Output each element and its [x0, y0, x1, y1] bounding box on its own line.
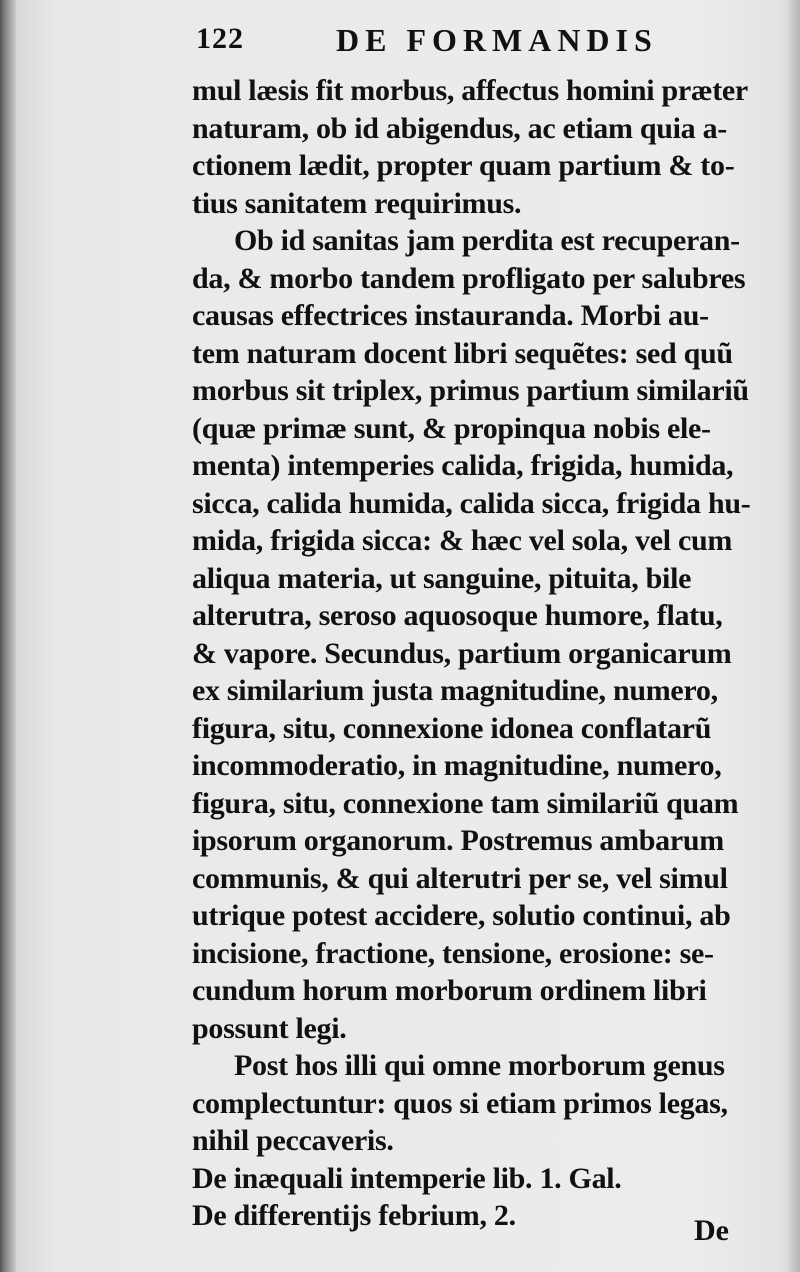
text-line: complectuntur: quos si etiam primos legas, [192, 1086, 728, 1120]
text-line: & vapore. Secundus, partium organicarum [192, 636, 732, 670]
text-line: tius sanitatem requirimus. [192, 186, 522, 220]
text-line: ipsorum organorum. Postremus ambarum [192, 824, 724, 857]
text-line: Ob id sanitas jam perdita est recuperan- [234, 224, 740, 257]
text-line: mida, frigida sicca: & hæc vel sola, vel cum [192, 524, 733, 557]
page-number: 122 [196, 22, 244, 55]
text-line: figura, situ, connexione tam similariũ quam [192, 786, 739, 820]
text-line: utrique potest accidere, solutio continui, ab [192, 899, 731, 932]
text-line: incommoderatio, in magnitudine, numero, [192, 749, 722, 782]
text-line: Post hos illi qui omne morborum genus [234, 1049, 725, 1082]
running-title: DE FORMANDIS [336, 22, 658, 58]
text-line: (quæ primæ sunt, & propinqua nobis ele- [192, 411, 711, 445]
text-line: ex similarium justa magnitudine, numero, [192, 674, 718, 707]
text-line: causas effectrices instauranda. Morbi au- [192, 299, 709, 332]
text-line: morbus sit triplex, primus partium similariũ [192, 374, 749, 407]
text-line: sicca, calida humida, calida sicca, frigida hu- [192, 486, 751, 520]
text-line: mul læsis fit morbus, affectus homini præter [192, 74, 748, 107]
text-line: De inæquali intemperie lib. 1. Gal. [192, 1161, 622, 1195]
text-line: tem naturam docent libri sequẽtes: sed quũ [192, 336, 733, 370]
text-line: da, & morbo tandem profligato per salubres [192, 261, 746, 295]
body-text [192, 72, 774, 1235]
text-line: aliqua materia, ut sanguine, pituita, bile [192, 561, 692, 595]
catchword: De [694, 1214, 729, 1247]
running-head [196, 22, 766, 66]
page-edge [786, 0, 800, 1272]
text-line: alterutra, seroso aquosoque humore, flatu, [192, 599, 723, 632]
text-line: naturam, ob id abigendus, ac etiam quia a- [192, 111, 727, 145]
text-line: ctionem lædit, propter quam partium & to- [192, 149, 735, 182]
page-gutter [0, 0, 16, 1272]
text-line: incisione, fractione, tensione, erosione: se- [192, 936, 714, 970]
text-line: possunt legi. [192, 1011, 347, 1045]
text-line: figura, situ, connexione idonea conflatarũ [192, 711, 712, 745]
text-line: nihil peccaveris. [192, 1124, 394, 1157]
text-line: De differentijs febrium, 2. [192, 1199, 516, 1232]
text-line: communis, & qui alterutri per se, vel simul [192, 861, 728, 895]
text-line: menta) intemperies calida, frigida, humida, [192, 449, 734, 482]
text-line: cundum horum morborum ordinem libri [192, 974, 707, 1007]
